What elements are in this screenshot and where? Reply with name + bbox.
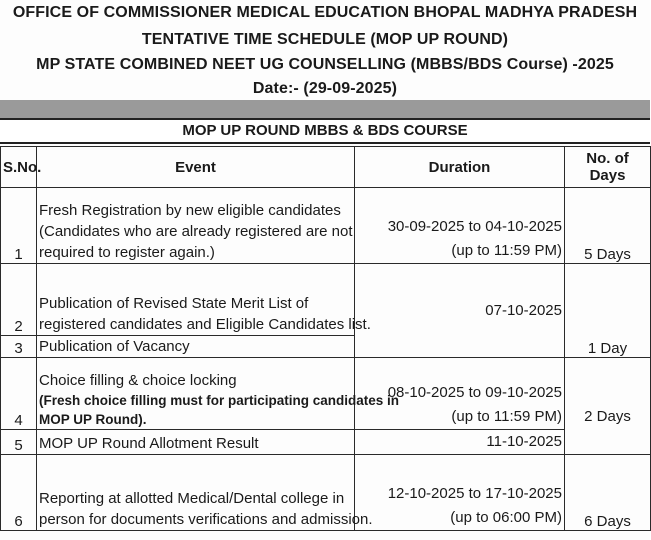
- event-line: registered candidates and Eligible Candidates list.: [39, 316, 371, 333]
- row-sno: 6: [1, 455, 37, 531]
- header-date: Date:- (29-09-2025): [252, 80, 398, 97]
- row-event: [37, 336, 355, 358]
- row-event: [37, 455, 373, 531]
- header-schedule-title: TENTATIVE TIME SCHEDULE (MOP UP ROUND): [141, 31, 509, 48]
- event-line: required to register again.): [39, 244, 215, 261]
- row-sno: 4: [1, 358, 37, 430]
- row-duration: [355, 188, 565, 264]
- duration-line: (up to 11:59 PM): [451, 408, 562, 425]
- column-header-days: No. of Days: [565, 147, 651, 188]
- row-duration: [355, 455, 565, 531]
- row-days: 1 Day: [565, 264, 651, 358]
- event-line: MOP UP Round Allotment Result: [39, 435, 259, 452]
- row-duration: [355, 264, 565, 358]
- duration-line: 07-10-2025: [485, 301, 562, 319]
- row-days: 2 Days: [565, 358, 651, 455]
- row-sno: 3: [1, 336, 37, 358]
- duration-line: (up to 06:00 PM): [450, 509, 562, 526]
- duration-line: 30-09-2025 to 04-10-2025: [387, 218, 562, 235]
- table-row: [1, 264, 651, 336]
- event-line: person for documents verifications and admission.: [39, 511, 373, 528]
- row-event: [37, 264, 371, 336]
- row-days: 6 Days: [565, 455, 651, 531]
- event-note-line: (Fresh choice filling must for participating candidates in: [39, 393, 400, 408]
- row-event: [37, 430, 355, 455]
- duration-line: (up to 11:59 PM): [451, 242, 562, 259]
- grey-band: [0, 100, 650, 118]
- event-line: Publication of Revised State Merit List of: [39, 295, 309, 312]
- row-event: [37, 188, 355, 264]
- duration-line: 11-10-2025: [486, 433, 562, 450]
- event-line: Reporting at allotted Medical/Dental college in: [39, 490, 345, 507]
- event-line: Choice filling & choice locking: [39, 372, 237, 389]
- table-row: [1, 430, 651, 455]
- section-title: MOP UP ROUND MBBS & BDS COURSE: [0, 118, 650, 144]
- event-line: Fresh Registration by new eligible candidates: [39, 202, 341, 219]
- row-days: 5 Days: [565, 188, 651, 264]
- row-sno: 2: [1, 264, 37, 336]
- header-office-title: OFFICE OF COMMISSIONER MEDICAL EDUCATION BHOPAL MADHYA PRADESH: [12, 4, 638, 21]
- header-counselling-title: MP STATE COMBINED NEET UG COUNSELLING (MBBS/BDS Course) -2025: [36, 56, 614, 73]
- column-header-duration: Duration: [355, 147, 565, 188]
- duration-line: 08-10-2025 to 09-10-2025: [387, 384, 562, 401]
- event-line: Publication of Vacancy: [39, 338, 190, 355]
- table-row: [1, 188, 651, 264]
- row-sno: 5: [1, 430, 37, 455]
- row-sno: 1: [1, 188, 37, 264]
- schedule-table: [0, 146, 651, 531]
- table-row: [1, 455, 651, 531]
- table-row: [1, 358, 651, 430]
- column-header-event: Event: [37, 147, 355, 188]
- row-event: [37, 358, 400, 430]
- column-header-sno: S.No.: [1, 147, 37, 188]
- document-header: [0, 0, 650, 100]
- table-header-row: [1, 147, 651, 188]
- event-line: (Candidates who are already registered are not: [39, 223, 353, 240]
- duration-line: 12-10-2025 to 17-10-2025: [387, 485, 562, 502]
- row-duration: [355, 430, 565, 455]
- event-note-line: MOP UP Round).: [39, 412, 147, 427]
